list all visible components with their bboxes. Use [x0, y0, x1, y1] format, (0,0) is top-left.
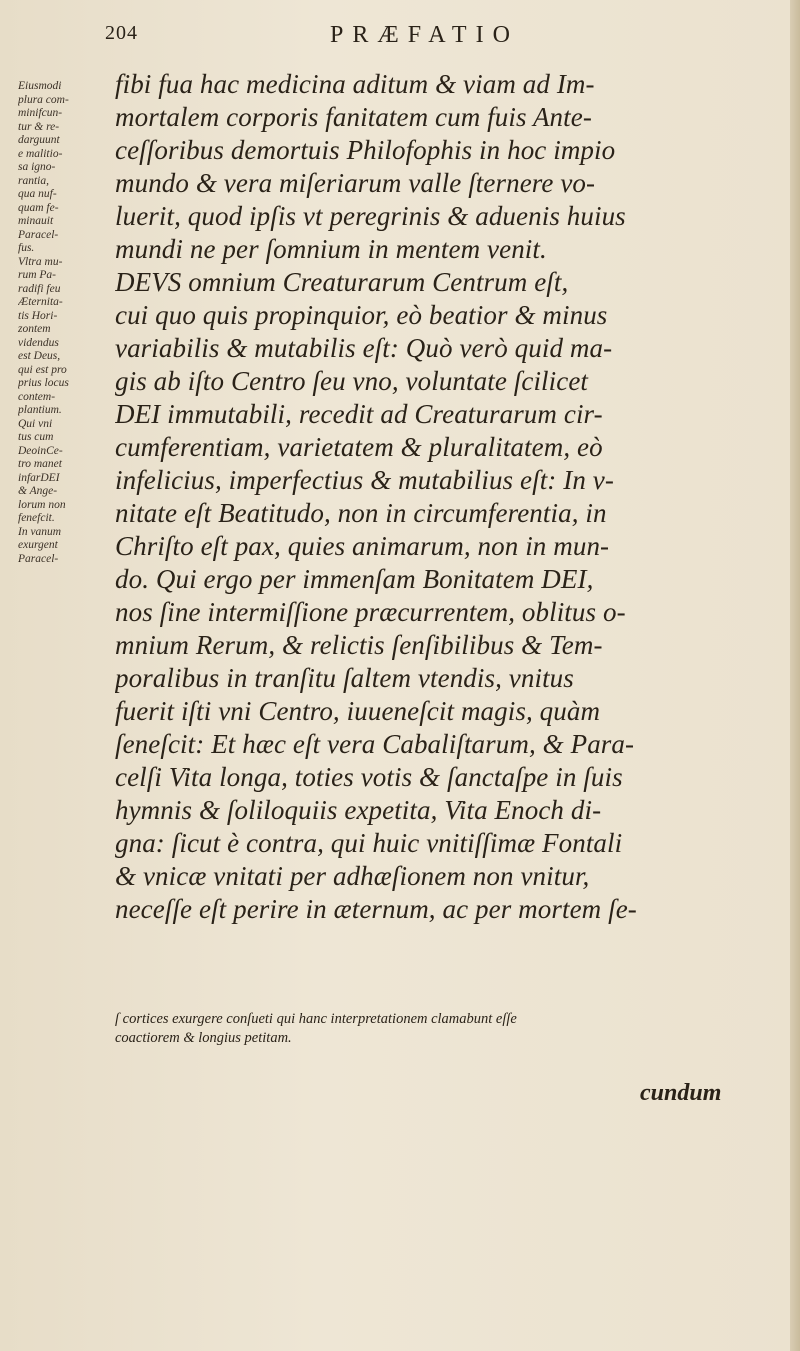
margin-note-line: Æternita- — [18, 296, 63, 308]
margin-note-line: Paracel- — [18, 228, 59, 241]
text-line: & vnicæ vnitati per adhæſionem non vnitur, — [115, 861, 590, 891]
text-line: mortalem corporis fanitatem cum fuis Ante- — [115, 102, 592, 132]
margin-note-line: exurgent — [18, 539, 58, 551]
margin-note-line: tur & re- — [18, 120, 60, 133]
margin-note-line: Qui vni — [18, 417, 53, 430]
text-line: fuerit iſti vni Centro, iuueneſcit magis, quàm — [115, 696, 601, 726]
text-line: Chriſto eſt pax, quies animarum, non in mun- — [115, 531, 610, 561]
margin-note-line: Eiusmodi — [18, 80, 62, 92]
margin-note-line: fenefcit. — [18, 512, 55, 524]
text-line: fibi fua hac medicina aditum & viam ad Im- — [115, 69, 595, 99]
text-line: cumferentiam, varietatem & pluralitatem, eò — [115, 432, 603, 462]
text-line: ſeneſcit: Et hæc eſt vera Cabaliſtarum, & Para- — [115, 729, 635, 759]
text-line: nitate eſt Beatitudo, non in circumferentia, in — [115, 498, 607, 528]
margin-note-line: rantia, — [18, 174, 49, 187]
margin-note-line: lorum non — [18, 498, 66, 511]
margin-note-line: darguunt — [18, 134, 60, 146]
text-line: variabilis & mutabilis eſt: Quò verò quid ma- — [115, 333, 613, 363]
main-text — [115, 68, 785, 926]
text-line: hymnis & ſoliloquiis expetita, Vita Enoch di- — [115, 795, 602, 825]
margin-note-line: tis Hori- — [18, 309, 58, 322]
margin-note-line: est Deus, — [18, 350, 61, 362]
running-head: PRÆFATIO — [330, 22, 519, 48]
footnote-line: ſ cortices exurgere conſueti qui hanc interpretationem clamabunt eſſe — [115, 1011, 517, 1027]
margin-note-line: quam fe- — [18, 201, 59, 214]
text-line: gis ab iſto Centro ſeu vno, voluntate ſcilicet — [115, 366, 589, 396]
margin-note-line: plura com- — [18, 93, 69, 106]
margin-note-line: tus cum — [18, 431, 54, 443]
margin-note-line: Paracel- — [18, 552, 59, 565]
text-line: cui quo quis propinquior, eò beatior & minus — [115, 300, 608, 330]
margin-note-line: radifi feu — [18, 282, 61, 295]
margin-note-line: videndus — [18, 336, 59, 349]
text-line: luerit, quod ipſis vt peregrinis & aduenis huius — [115, 201, 626, 231]
page-header — [0, 22, 800, 62]
text-line: infelicius, imperfectius & mutabilius eſt: In v- — [115, 465, 614, 495]
margin-note-line: Vltra mu- — [18, 255, 63, 268]
catchword: cundum — [640, 1080, 722, 1106]
margin-note-line: rum Pa- — [18, 269, 57, 281]
footnote-line: coactiorem & longius petitam. — [115, 1030, 292, 1046]
margin-note-line: qua nuf- — [18, 188, 57, 200]
margin-notes — [18, 80, 113, 566]
margin-note-line: minifcun- — [18, 107, 63, 119]
text-line: DEVS omnium Creaturarum Centrum eſt, — [115, 267, 569, 297]
text-line: nos ſine intermiſſione præcurrentem, oblitus o- — [115, 597, 626, 627]
text-line: mundo & vera miſeriarum valle ſternere vo- — [115, 168, 596, 198]
margin-note-line: contem- — [18, 390, 56, 403]
text-line: ceſſoribus demortuis Philofophis in hoc impio — [115, 135, 616, 165]
margin-note-line: fus. — [18, 242, 35, 254]
text-line: mundi ne per ſomnium in mentem venit. — [115, 234, 547, 264]
margin-note-line: zontem — [18, 323, 51, 335]
text-line: mnium Rerum, & relictis ſenſibilibus & Tem- — [115, 630, 603, 660]
text-line: celſi Vita longa, toties votis & ſanctaſpe in ſuis — [115, 762, 623, 792]
margin-note-line: infarDEI — [18, 471, 60, 484]
margin-note-line: In vanum — [18, 525, 62, 538]
margin-note-line: DeoinCe- — [18, 444, 63, 457]
margin-note-line: plantium. — [18, 404, 62, 416]
text-line: gna: ſicut è contra, qui huic vnitiſſimæ Fontali — [115, 828, 623, 858]
text-line: neceſſe eſt perire in æternum, ac per mortem ſe- — [115, 894, 637, 924]
text-line: poralibus in tranſitu ſaltem vtendis, vnitus — [115, 663, 574, 693]
footnote — [115, 1010, 755, 1048]
margin-note-line: & Ange- — [18, 485, 58, 497]
margin-note-line: minauit — [18, 215, 54, 227]
text-line: DEI immutabili, recedit ad Creaturarum cir- — [115, 399, 603, 429]
margin-note-line: sa igno- — [18, 161, 56, 173]
margin-note-line: e malitio- — [18, 147, 63, 160]
margin-note-line: tro manet — [18, 458, 62, 470]
page-edge-shadow — [790, 0, 800, 1351]
margin-note-line: prius locus — [18, 377, 69, 389]
margin-note-line: qui est pro — [18, 363, 67, 376]
page-number: 204 — [105, 22, 138, 44]
text-line: do. Qui ergo per immenſam Bonitatem DEI, — [115, 564, 594, 594]
